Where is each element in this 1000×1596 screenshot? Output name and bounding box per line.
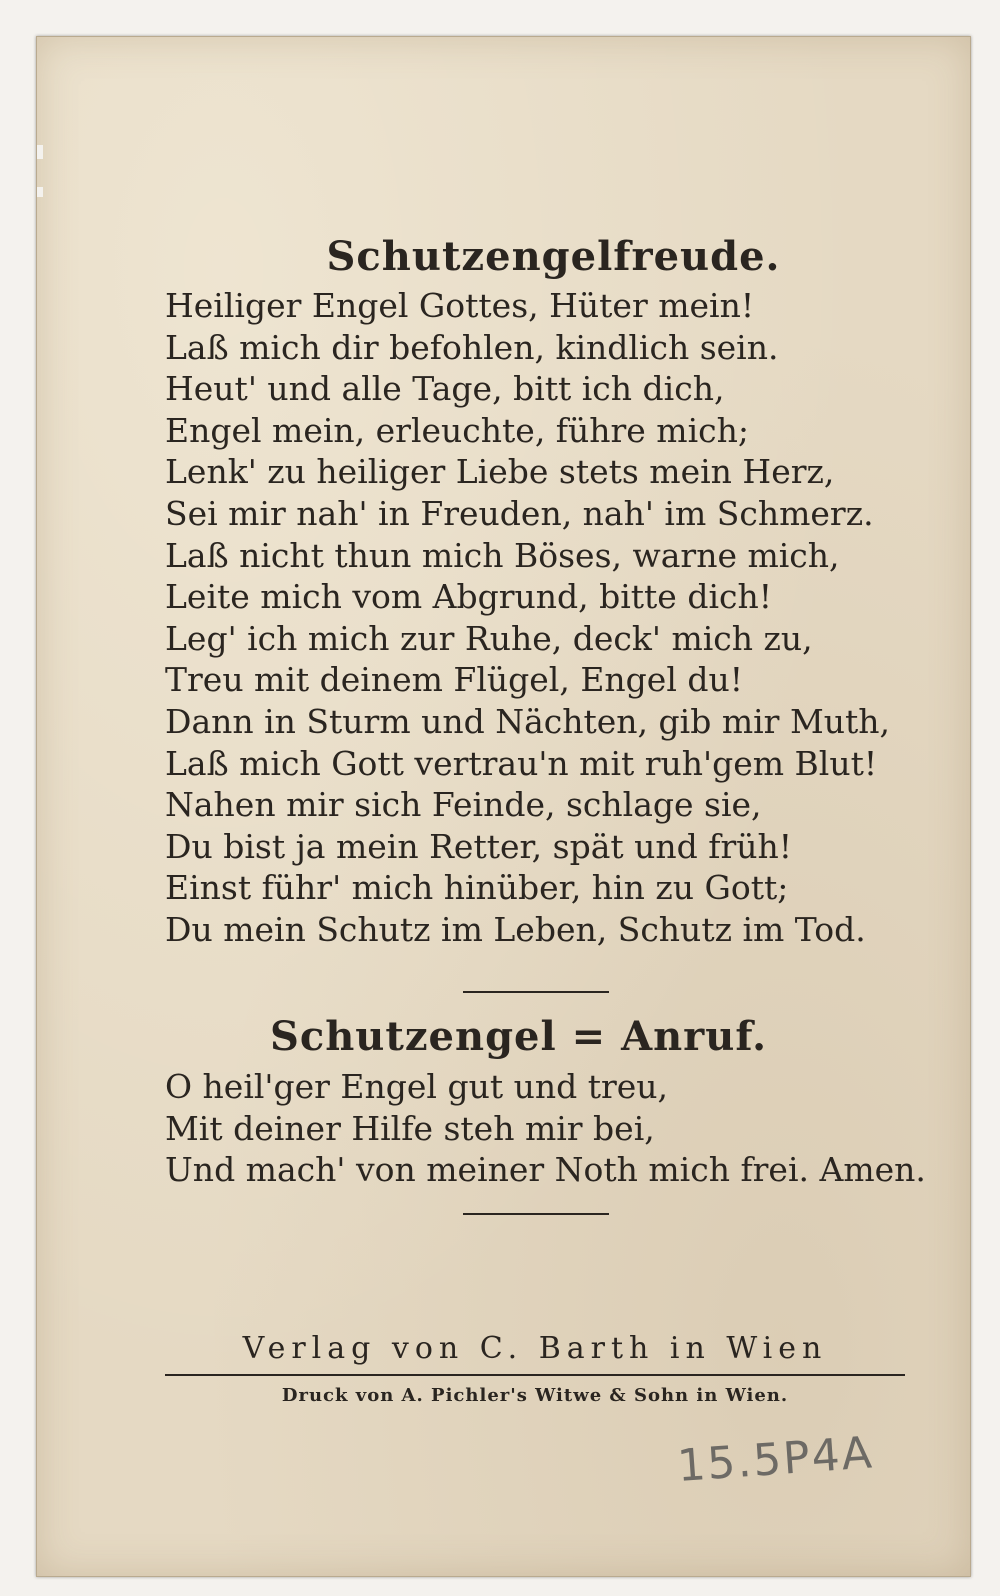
poem-line: Mit deiner Hilfe steh mir bei, bbox=[165, 1108, 655, 1148]
poem-line: Dann in Sturm und Nächten, gib mir Muth, bbox=[165, 701, 890, 741]
poem-line: Und mach' von meiner Noth mich frei. Amen. bbox=[165, 1150, 926, 1190]
poem-schutzengel-anruf bbox=[165, 1066, 930, 1191]
prayer-leaflet bbox=[36, 36, 971, 1577]
poem-line: Laß nicht thun mich Böses, warne mich, bbox=[165, 535, 840, 575]
poem-line: Leg' ich mich zur Ruhe, deck' mich zu, bbox=[165, 618, 813, 658]
poem-line: Leite mich vom Abgrund, bitte dich! bbox=[165, 577, 773, 617]
poem-line: Sei mir nah' in Freuden, nah' im Schmerz. bbox=[165, 493, 874, 533]
poem-line: Du mein Schutz im Leben, Schutz im Tod. bbox=[165, 909, 866, 949]
handwritten-inventory-number: 15.5P4A bbox=[675, 1427, 876, 1492]
poem-schutzengelfreude bbox=[165, 285, 930, 951]
poem-line: Treu mit deinem Flügel, Engel du! bbox=[165, 660, 743, 700]
poem-line: Lenk' zu heiliger Liebe stets mein Herz, bbox=[165, 452, 835, 492]
poem-line: Nahen mir sich Feinde, schlage sie, bbox=[165, 785, 762, 825]
poem-line: Heut' und alle Tage, bitt ich dich, bbox=[165, 369, 725, 409]
poem-line: Einst führ' mich hinüber, hin zu Gott; bbox=[165, 868, 789, 908]
poem-title-schutzengelfreude: Schutzengelfreude. bbox=[326, 233, 781, 280]
imprint-divider bbox=[165, 1374, 905, 1376]
printer-imprint: Druck von A. Pichler's Witwe & Sohn in Wien. bbox=[281, 1385, 789, 1406]
edge-tear bbox=[37, 187, 43, 197]
poem-line: Heiliger Engel Gottes, Hüter mein! bbox=[165, 286, 755, 325]
poem-line: O heil'ger Engel gut und treu, bbox=[165, 1067, 669, 1106]
edge-tear bbox=[37, 145, 43, 159]
section-divider bbox=[463, 1213, 609, 1215]
poem-line: Laß mich dir befohlen, kindlich sein. bbox=[165, 327, 779, 367]
poem-line: Du bist ja mein Retter, spät und früh! bbox=[165, 826, 792, 866]
section-divider bbox=[463, 991, 609, 993]
poem-line: Engel mein, erleuchte, führe mich; bbox=[165, 410, 750, 450]
publisher-imprint: Verlag von C. Barth in Wien bbox=[242, 1331, 828, 1366]
poem-title-schutzengel-anruf: Schutzengel = Anruf. bbox=[269, 1013, 768, 1060]
poem-line: Laß mich Gott vertrau'n mit ruh'gem Blut! bbox=[165, 743, 878, 783]
